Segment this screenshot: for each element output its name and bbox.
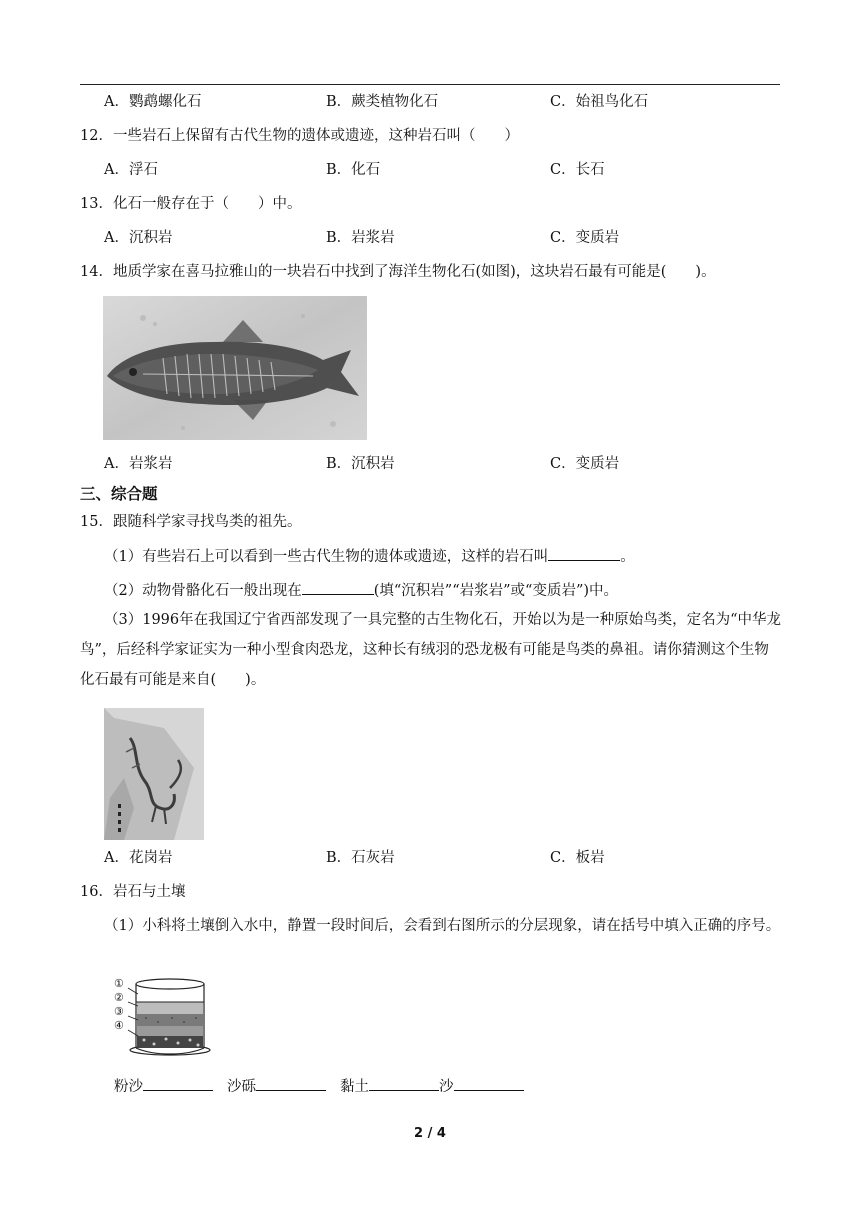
answer-blank-gravel[interactable] (256, 1076, 326, 1091)
q15-part1-text: （1）有些岩石上可以看到一些古代生物的遗体或遗迹，这样的岩石叫 (104, 549, 549, 565)
q12-option-c: C．长石 (550, 162, 605, 178)
q15-part1-blank[interactable] (548, 546, 620, 561)
header-rule (80, 84, 780, 85)
q11-option-b: B．蕨类植物化石 (326, 94, 439, 110)
q12-option-a: A．浮石 (104, 162, 158, 178)
q15-part2-text: （2）动物骨骼化石一般出现在 (104, 583, 302, 599)
q11-option-c: C．始祖鸟化石 (550, 94, 649, 110)
q13-option-c: C．变质岩 (550, 230, 620, 246)
soil-layers-diagram (114, 976, 214, 1060)
q13-stem: 13．化石一般存在于（ ）中。 (80, 196, 302, 212)
dinosaur-fossil-icon (104, 708, 204, 840)
page-number: 2 / 4 (414, 1126, 446, 1141)
q15-part3: （3）1996年在我国辽宁省西部发现了一具完整的古生物化石，开始以为是一种原始鸟类，定名为“中华龙鸟”，后经科学家证实为一种小型食肉恐龙，这种长有绒羽的恐龙极有可能是鸟类的鼻祖。请你猜测这个生物化石最有可能是来自( )。 (80, 612, 782, 688)
q16-answer-row (114, 1076, 524, 1097)
q16-stem: 16．岩石与土壤 (80, 884, 186, 900)
q12-option-b: B．化石 (326, 162, 381, 178)
answer-label-clay: 黏土 (340, 1079, 369, 1095)
fish-fossil-image (103, 296, 367, 440)
beaker-icon (114, 976, 214, 1060)
answer-blank-clay[interactable] (369, 1076, 439, 1091)
q13-option-b: B．岩浆岩 (326, 230, 395, 246)
q12-stem: 12．一些岩石上保留有古代生物的遗体或遗迹，这种岩石叫（ ） (80, 128, 519, 144)
q14-option-c: C．变质岩 (550, 456, 620, 472)
q14-stem: 14．地质学家在喜马拉雅山的一块岩石中找到了海洋生物化石(如图)，这块岩石最有可能是( )。 (80, 264, 716, 280)
answer-blank-silt[interactable] (143, 1076, 213, 1091)
q14-option-b: B．沉积岩 (326, 456, 395, 472)
layer-label-4: ④ (114, 1019, 124, 1032)
layer-label-1: ① (114, 977, 124, 990)
answer-label-sand: 沙 (439, 1079, 454, 1095)
q15-part1 (104, 546, 635, 567)
q15-option-a: A．花岗岩 (104, 850, 173, 866)
answer-blank-sand[interactable] (454, 1076, 524, 1091)
q16-part1: （1）小科将土壤倒入水中，静置一段时间后，会看到右图所示的分层现象，请在括号中填入正确的序号。 (104, 918, 781, 934)
q11-option-a: A．鹦鹉螺化石 (104, 94, 202, 110)
section-title: 三、综合题 (80, 485, 158, 503)
fish-fossil-icon (103, 296, 367, 440)
q15-part1-end: 。 (620, 549, 635, 565)
q15-option-c: C．板岩 (550, 850, 605, 866)
layer-label-2: ② (114, 991, 124, 1004)
q15-option-b: B．石灰岩 (326, 850, 395, 866)
answer-label-silt: 粉沙 (114, 1079, 143, 1095)
q15-part2 (104, 580, 618, 601)
q14-option-a: A．岩浆岩 (104, 456, 173, 472)
q15-stem: 15．跟随科学家寻找鸟类的祖先。 (80, 514, 302, 530)
dinosaur-fossil-image (104, 708, 204, 840)
q13-option-a: A．沉积岩 (104, 230, 173, 246)
q15-part2-end: (填“沉积岩”“岩浆岩”或“变质岩”)中。 (373, 583, 619, 599)
q15-part2-blank[interactable] (302, 580, 374, 595)
layer-label-3: ③ (114, 1005, 124, 1018)
answer-label-gravel: 沙砾 (227, 1079, 256, 1095)
